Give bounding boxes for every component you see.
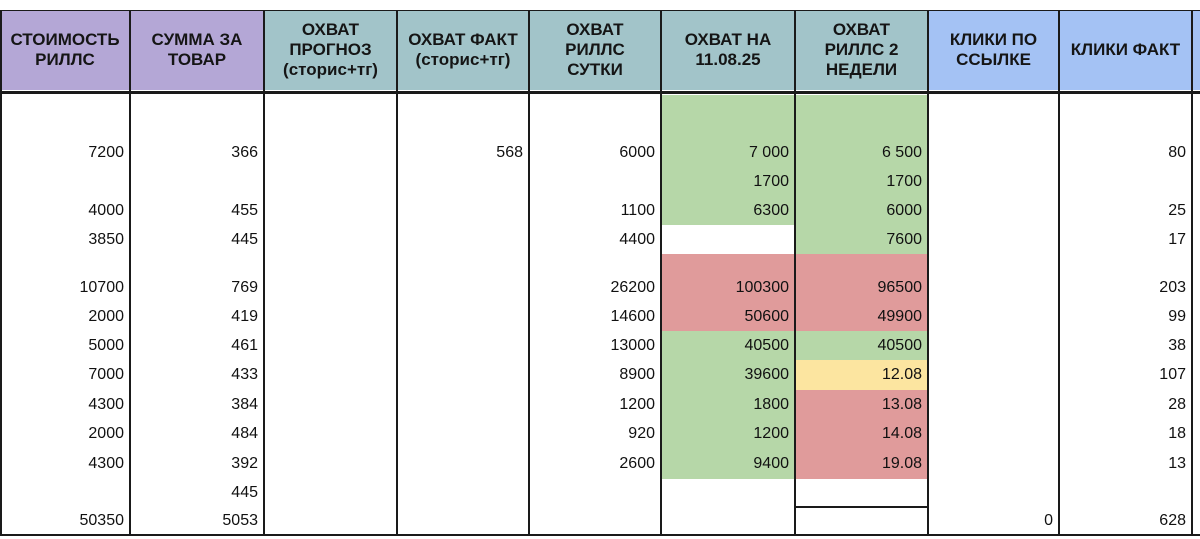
cell-cost[interactable] [0,360,130,390]
header-line: ОХВАТ НА [684,30,772,49]
cell-value: 4000 [88,201,124,219]
cell-clicks-link[interactable] [928,419,1059,449]
cell-value: 18 [1168,425,1186,442]
cell-value: 461 [231,336,258,354]
cell-value: 99 [1168,307,1186,325]
cell-clicks-link[interactable] [928,507,1059,534]
cell-cost[interactable] [0,449,130,479]
cell-value: 96500 [877,278,922,296]
cell-value: 1200 [753,425,789,442]
column-header-reach-date[interactable] [661,10,795,90]
header-line: ОХВАТ [566,20,624,39]
cell-clicks-fact[interactable] [1059,225,1192,254]
cell-reach-2w[interactable] [795,273,928,302]
header-text [950,30,1037,70]
cell-cost[interactable] [0,419,130,449]
cell-clicks-link[interactable] [928,390,1059,419]
cell-clicks-fact[interactable] [1059,138,1192,167]
cell-reach-2w[interactable] [795,254,928,273]
cell-clicks-link[interactable] [928,449,1059,479]
cell-clicks-fact[interactable] [1059,196,1192,225]
cell-clicks-link[interactable] [928,138,1059,167]
cell-value: 6000 [619,143,655,161]
cell-reach-forecast[interactable] [264,507,397,534]
header-line: ОХВАТ [832,20,891,39]
cell-value: 7 000 [748,143,789,161]
cell-reach-fact[interactable] [397,225,529,254]
cell-value: 50350 [79,511,124,529]
cell-reach-day[interactable] [529,507,661,534]
cell-value: 17 [1168,230,1186,248]
cell-value: 10700 [79,278,124,296]
cell-reach-day[interactable] [529,449,661,479]
cell-reach-2w[interactable] [795,302,928,331]
cell-value: 4400 [619,230,655,248]
cell-value: 628 [1159,511,1186,529]
cell-clicks-link[interactable] [928,225,1059,254]
header-line: КЛИКИ ПО [949,30,1038,49]
cell-reach-fact[interactable] [397,196,529,225]
cell-reach-forecast[interactable] [264,225,397,254]
header-line: НЕДЕЛИ [825,60,898,79]
cell-value: 38 [1168,336,1186,354]
cell-sum[interactable] [130,390,264,419]
header-text [565,20,625,80]
cell-reach-fact[interactable] [397,479,529,507]
cell-cost[interactable] [0,225,130,254]
header-line: РИЛЛС 2 [824,40,899,59]
cell-reach-date[interactable] [661,302,795,331]
header-line: (сторис+тг) [415,50,511,69]
cell-value: 12.08 [881,366,922,383]
cell-value: 1800 [753,395,789,413]
cell-value: 455 [231,201,258,219]
header-top-border [0,10,1200,11]
cell-sum[interactable] [130,302,264,331]
cell-value: 1700 [753,172,789,190]
cell-reach-date[interactable] [661,331,795,360]
cell-clicks-fact[interactable] [1059,449,1192,479]
cell-sum[interactable] [130,254,264,273]
cell-reach-forecast[interactable] [264,449,397,479]
cell-value: 25 [1168,201,1186,219]
cell-reach-day[interactable] [529,254,661,273]
cell-clicks-link[interactable] [928,331,1059,360]
cell-value: 2000 [88,307,124,325]
cell-reach-day[interactable] [529,419,661,449]
cell-reach-date[interactable] [661,167,795,196]
cell-value: 1700 [886,172,922,190]
cell-value: 100300 [735,278,789,296]
cell-reach-forecast[interactable] [264,390,397,419]
cell-sum[interactable] [130,507,264,534]
cell-reach-fact[interactable] [397,331,529,360]
cell-reach-date[interactable] [661,360,795,390]
column-header-reach-forecast[interactable] [264,10,397,90]
cell-reach-2w[interactable] [795,167,928,196]
cell-reach-2w[interactable] [795,507,928,534]
cell-reach-forecast[interactable] [264,273,397,302]
cell-clicks-fact[interactable] [1059,95,1192,138]
cell-reach-fact[interactable] [397,254,529,273]
cell-value: 50600 [744,307,789,325]
cell-clicks-fact[interactable] [1059,302,1192,331]
cell-clicks-link[interactable] [928,167,1059,196]
cell-clicks-fact[interactable] [1059,360,1192,390]
header-line: ТОВАР [167,50,227,69]
cell-value: 6000 [886,201,922,219]
cell-cost[interactable] [0,331,130,360]
cell-clicks-link[interactable] [928,302,1059,331]
column-divider [794,10,796,534]
cell-reach-2w[interactable] [795,331,928,360]
cell-reach-day[interactable] [529,331,661,360]
cell-value: 484 [231,425,258,442]
cell-cost[interactable] [0,479,130,507]
cell-reach-fact[interactable] [397,360,529,390]
cell-value: 2000 [88,425,124,442]
cell-clicks-link[interactable] [928,479,1059,507]
cell-reach-date[interactable] [661,138,795,167]
column-divider [129,10,131,534]
header-line: СТОИМОСТЬ [10,30,120,49]
cell-reach-date[interactable] [661,273,795,302]
cell-reach-forecast[interactable] [264,254,397,273]
cell-reach-fact[interactable] [397,302,529,331]
column-divider [396,10,398,534]
cell-sum[interactable] [130,331,264,360]
header-line: (сторис+тг) [283,60,378,79]
sheet-bottom-border [0,534,1200,536]
cell-value: 920 [628,425,655,442]
header-line: ОХВАТ ФАКТ [408,30,518,49]
cell-reach-fact[interactable] [397,95,529,138]
cell-reach-day[interactable] [529,273,661,302]
header-line: СУТКИ [567,60,623,79]
header-line: ПРОГНОЗ [289,40,372,59]
cell-reach-day[interactable] [529,138,661,167]
cell-value: 4300 [88,455,124,472]
cell-cost[interactable] [0,95,130,138]
cell-reach-date[interactable] [661,225,795,254]
cell-reach-2w[interactable] [795,138,928,167]
cell-cost[interactable] [0,167,130,196]
cell-value: 0 [1044,511,1053,529]
cell-value: 433 [231,366,258,383]
cell-sum[interactable] [130,138,264,167]
cell-reach-fact[interactable] [397,273,529,302]
column-divider [0,10,2,534]
cell-value: 49900 [877,307,922,325]
cell-value: 5000 [88,336,124,354]
cell-sum[interactable] [130,167,264,196]
cell-reach-fact[interactable] [397,138,529,167]
header-text [408,30,517,70]
cell-clicks-fact[interactable] [1059,167,1192,196]
cell-value: 392 [231,455,258,472]
cell-value: 568 [496,143,523,161]
cell-reach-2w[interactable] [795,196,928,225]
cell-sum[interactable] [130,196,264,225]
cell-reach-day[interactable] [529,196,661,225]
cell-reach-day[interactable] [529,95,661,138]
cell-value: 107 [1159,366,1186,383]
cell-sum[interactable] [130,95,264,138]
cell-reach-2w[interactable] [795,390,928,419]
cell-reach-fact[interactable] [397,449,529,479]
column-header-sum[interactable] [130,10,264,90]
column-divider [1191,10,1193,534]
header-line: КЛИКИ ФАКТ [1070,40,1181,59]
cell-reach-fact[interactable] [397,419,529,449]
cell-value: 80 [1168,143,1186,161]
cell-value: 4300 [88,395,124,413]
header-text [825,20,899,80]
header-text [283,20,378,80]
cell-reach-date[interactable] [661,479,795,507]
cell-clicks-fact[interactable] [1059,331,1192,360]
cell-value: 19.08 [881,455,922,472]
cell-reach-forecast[interactable] [264,302,397,331]
cell-reach-date[interactable] [661,507,795,534]
cell-value: 26200 [610,278,655,296]
cell-sum[interactable] [130,273,264,302]
cell-reach-forecast[interactable] [264,138,397,167]
cell-reach-date[interactable] [661,390,795,419]
cell-clicks-fact[interactable] [1059,479,1192,507]
cell-reach-forecast[interactable] [264,360,397,390]
header-line: 11.08.25 [695,50,761,69]
cell-value: 384 [231,395,258,413]
cell-value: 6 500 [881,143,922,161]
cell-clicks-link[interactable] [928,273,1059,302]
cell-reach-date[interactable] [661,95,795,138]
cell-clicks-link[interactable] [928,360,1059,390]
header-text [10,30,119,70]
cell-clicks-link[interactable] [928,196,1059,225]
cell-reach-forecast[interactable] [264,95,397,138]
cell-clicks-fact[interactable] [1059,507,1192,534]
cell-sum[interactable] [130,419,264,449]
header-bottom-border [0,91,1200,94]
cell-reach-forecast[interactable] [264,331,397,360]
column-header-clicks-link[interactable] [928,10,1059,90]
cell-clicks-fact[interactable] [1059,254,1192,273]
cell-reach-day[interactable] [529,360,661,390]
cell-value: 7600 [886,230,922,248]
cell-value: 1200 [619,395,655,413]
cell-value: 14600 [610,307,655,325]
cell-value: 9400 [753,455,789,472]
cell-clicks-link[interactable] [928,95,1059,138]
cell-clicks-fact[interactable] [1059,273,1192,302]
cell-reach-fact[interactable] [397,390,529,419]
header-line: РИЛЛС [35,50,95,69]
cell-reach-2w[interactable] [795,225,928,254]
column-divider [660,10,662,534]
cell-value: 445 [231,230,258,248]
cell-reach-forecast[interactable] [264,196,397,225]
header-text [685,30,771,70]
cell-value: 28 [1168,395,1186,413]
cell-reach-2w[interactable] [795,449,928,479]
cell-cost[interactable] [0,138,130,167]
cell-reach-date[interactable] [661,449,795,479]
cell-value: 3850 [88,230,124,248]
header-text [152,30,243,70]
column-header-reach-fact[interactable] [397,10,529,90]
column-divider [1058,10,1060,534]
cell-value: 769 [231,278,258,296]
cell-reach-date[interactable] [661,419,795,449]
cell-reach-fact[interactable] [397,167,529,196]
cell-reach-2w[interactable] [795,419,928,449]
cell-cost[interactable] [0,254,130,273]
cell-reach-fact[interactable] [397,507,529,534]
cell-sum[interactable] [130,360,264,390]
cell-value: 6300 [753,201,789,219]
column-divider [927,10,929,534]
cell-value: 8900 [619,366,655,383]
cell-value: 7200 [88,143,124,161]
cell-value: 2600 [619,455,655,472]
cell-sum[interactable] [130,449,264,479]
cell-cost[interactable] [0,196,130,225]
cell-value: 419 [231,307,258,325]
cell-clicks-fact[interactable] [1059,390,1192,419]
total-row-top-border [795,506,928,508]
header-text [1071,40,1180,60]
cell-cost[interactable] [0,273,130,302]
column-header-cost[interactable] [0,10,130,90]
column-header-reach-2w[interactable] [795,10,928,90]
cell-value: 13000 [610,336,655,354]
column-divider [528,10,530,534]
cell-reach-day[interactable] [529,390,661,419]
cell-reach-date[interactable] [661,254,795,273]
cell-sum[interactable] [130,225,264,254]
cell-value: 14.08 [881,425,922,442]
cell-value: 39600 [744,366,789,383]
cell-cost[interactable] [0,507,130,534]
cell-value: 5053 [222,511,258,529]
cell-value: 40500 [744,336,789,354]
header-line: ОХВАТ [301,20,360,39]
cell-value: 7000 [88,366,124,383]
cell-value: 13.08 [881,395,922,413]
column-header-reach-day[interactable] [529,10,661,90]
header-overflow-strip [1192,10,1200,90]
cell-reach-forecast[interactable] [264,419,397,449]
header-line: СУММА ЗА [151,30,243,49]
cell-clicks-link[interactable] [928,254,1059,273]
cell-reach-day[interactable] [529,225,661,254]
cell-value: 366 [231,143,258,161]
cell-value: 40500 [877,336,922,354]
cell-reach-date[interactable] [661,196,795,225]
column-header-clicks-fact[interactable] [1059,10,1192,90]
cell-reach-2w[interactable] [795,360,928,390]
cell-reach-2w[interactable] [795,479,928,507]
cell-value: 445 [231,484,258,501]
cell-reach-forecast[interactable] [264,167,397,196]
header-line: РИЛЛС [565,40,625,59]
cell-value: 203 [1159,278,1186,296]
cell-cost[interactable] [0,390,130,419]
cell-reach-forecast[interactable] [264,479,397,507]
cell-value: 1100 [620,201,655,219]
column-divider [263,10,265,534]
cell-reach-day[interactable] [529,167,661,196]
header-line: ССЫЛКЕ [956,50,1031,69]
cell-clicks-fact[interactable] [1059,419,1192,449]
cell-cost[interactable] [0,302,130,331]
cell-reach-2w[interactable] [795,95,928,138]
cell-sum[interactable] [130,479,264,507]
cell-reach-day[interactable] [529,302,661,331]
cell-reach-day[interactable] [529,479,661,507]
cell-value: 13 [1168,455,1186,472]
